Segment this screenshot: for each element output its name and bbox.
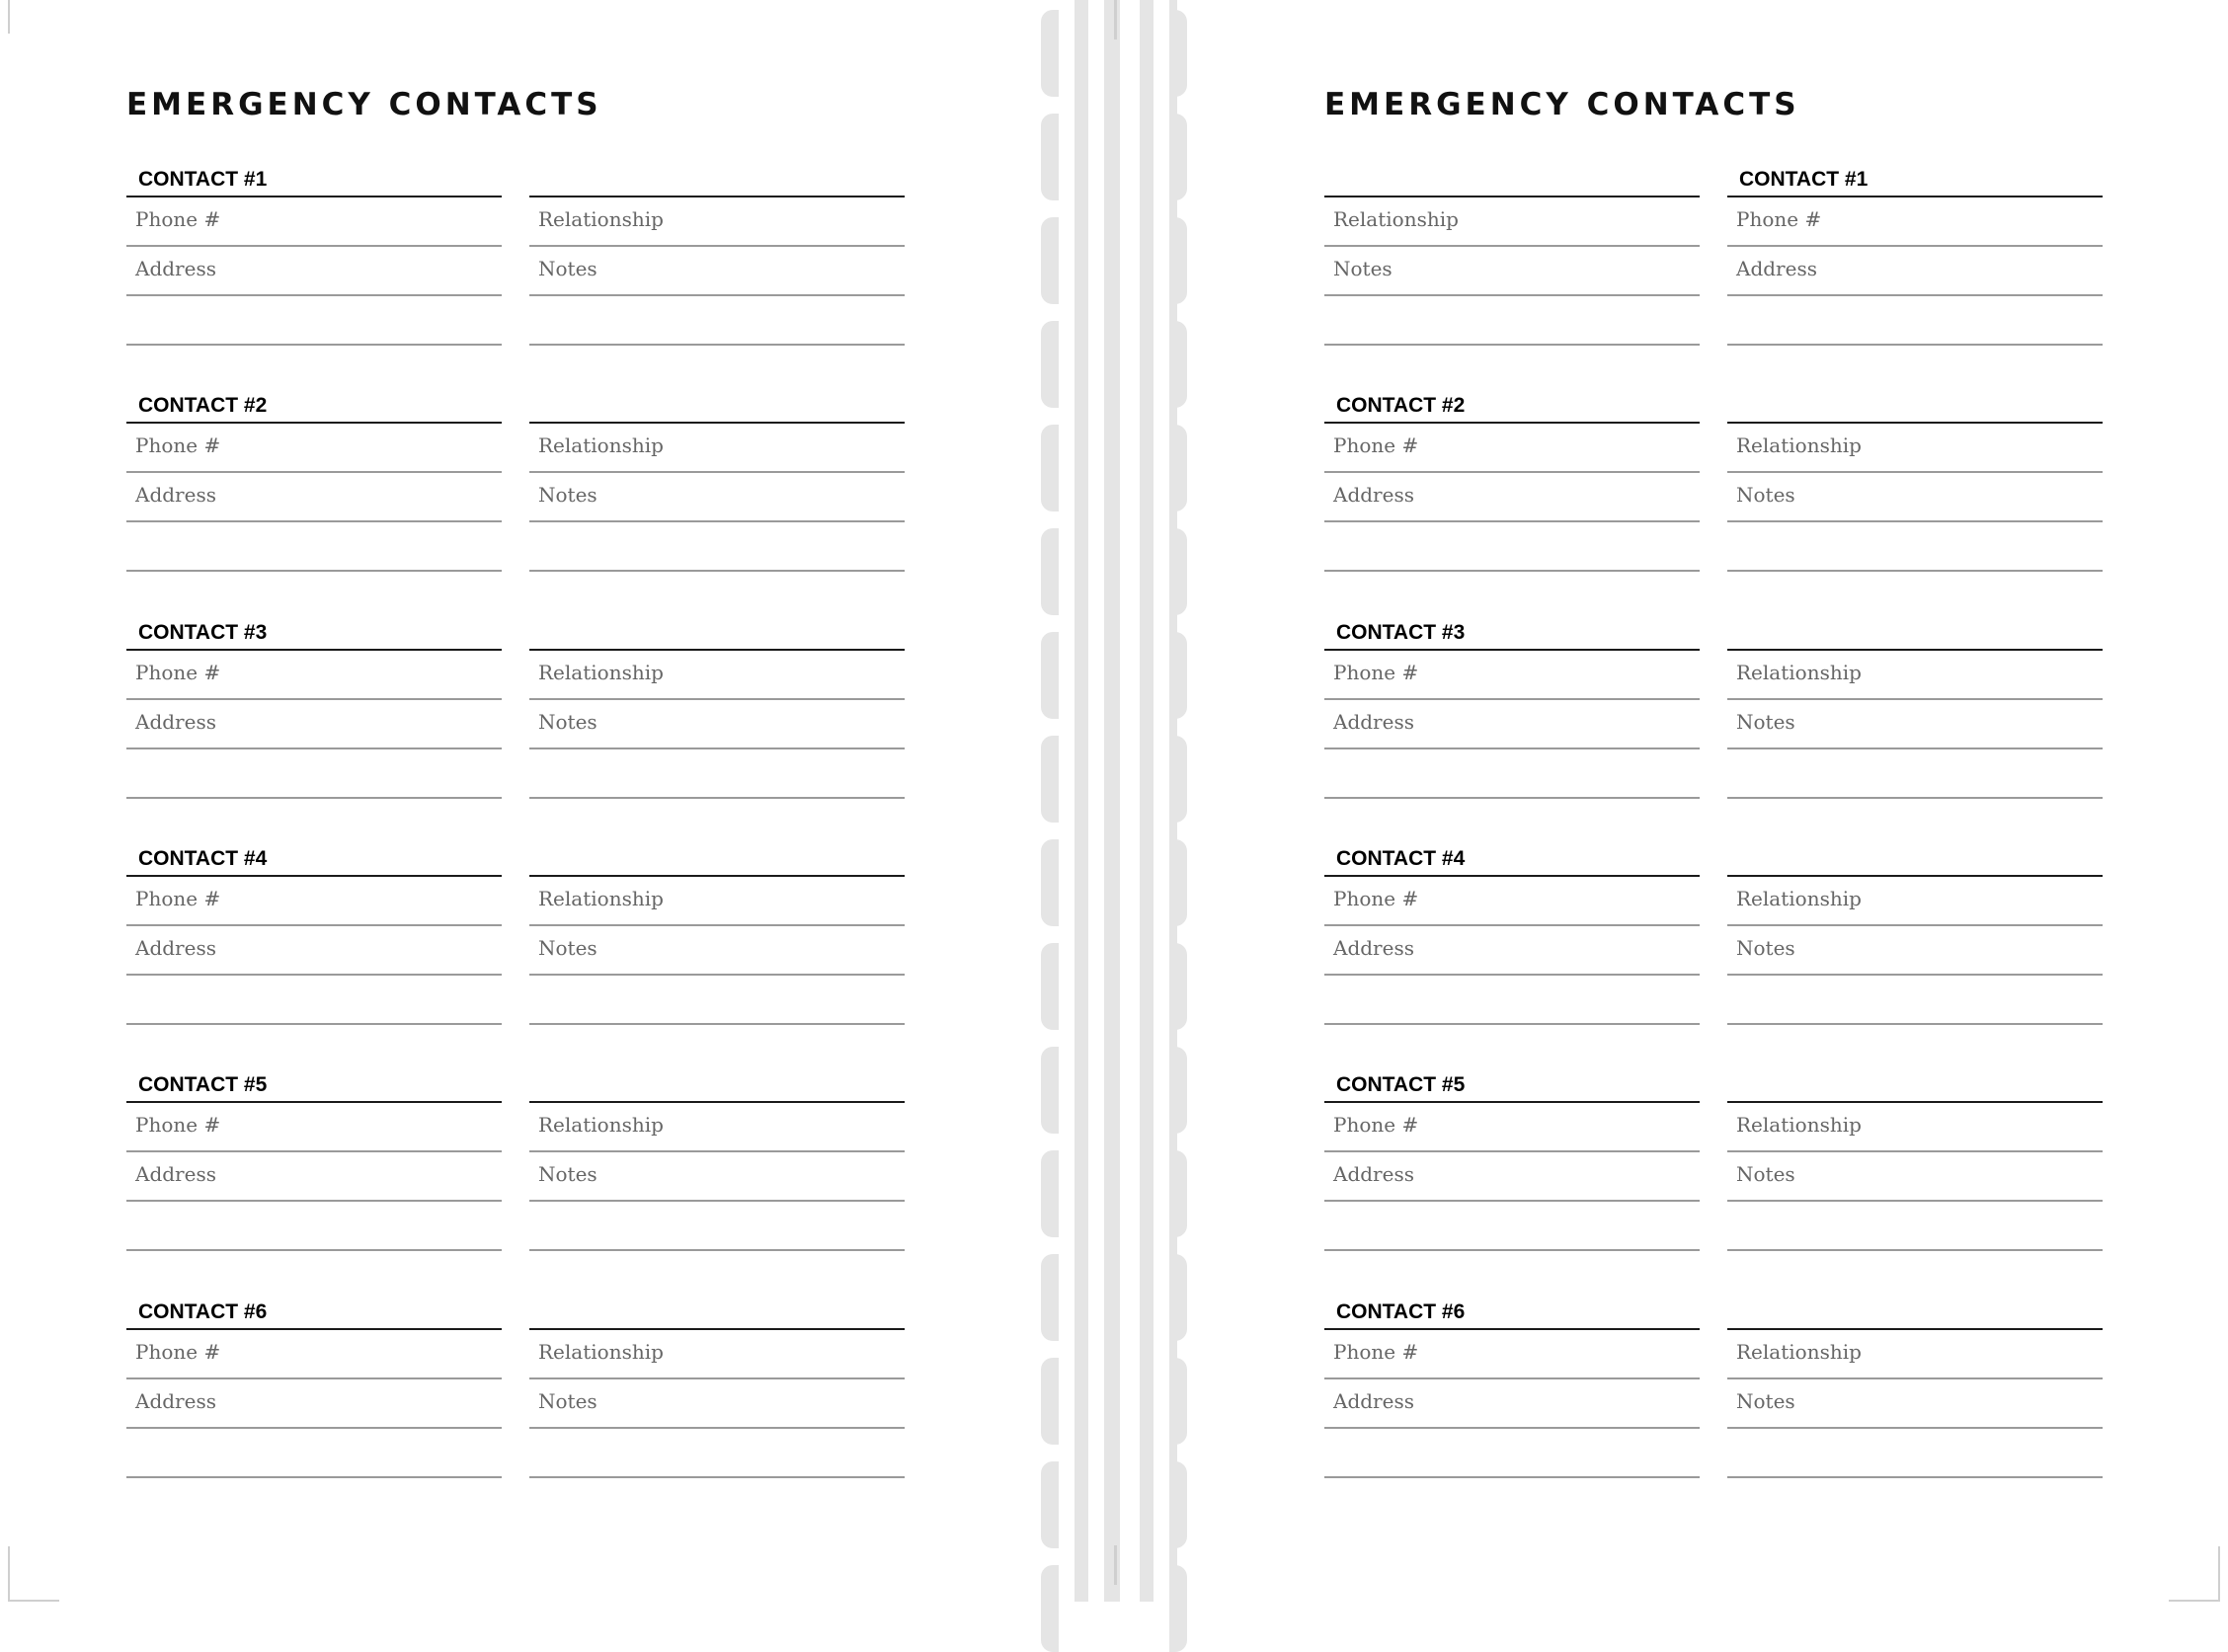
spine-tab — [1041, 1254, 1059, 1341]
field-rule — [126, 1427, 502, 1429]
relationship-field[interactable]: Relationship — [1736, 887, 1862, 910]
field-rule — [1324, 747, 1700, 749]
binding-spine — [1039, 0, 1189, 1602]
spine-tick — [1114, 0, 1117, 39]
address-field[interactable]: Address — [135, 1389, 216, 1413]
field-rule — [1324, 294, 1700, 296]
field-rule — [126, 471, 502, 473]
field-rule — [1324, 1023, 1700, 1025]
phone-field[interactable]: Phone # — [135, 1113, 221, 1137]
field-rule — [1324, 1377, 1700, 1379]
relationship-field[interactable]: Relationship — [538, 1340, 664, 1364]
page-title: EMERGENCY CONTACTS — [1324, 87, 1800, 122]
field-rule — [1324, 1427, 1700, 1429]
contact-heading: CONTACT #4 — [138, 847, 268, 870]
field-rule — [126, 520, 502, 522]
contact-block — [0, 1032, 1039, 1259]
field-rule — [1324, 344, 1700, 346]
phone-field[interactable]: Phone # — [1333, 661, 1419, 684]
spine-tab — [1169, 1461, 1187, 1548]
heading-rule — [529, 1328, 905, 1330]
address-field[interactable]: Address — [1333, 483, 1414, 507]
contact-col-left — [1324, 1259, 1700, 1486]
spine-tab — [1169, 736, 1187, 823]
field-rule — [126, 1476, 502, 1478]
heading-rule — [1727, 1101, 2103, 1103]
field-rule — [529, 1200, 905, 1202]
heading-rule — [1324, 422, 1700, 424]
relationship-field[interactable]: Relationship — [538, 661, 664, 684]
right-page — [1189, 0, 2228, 1602]
spine-tab — [1041, 528, 1059, 615]
field-rule — [529, 974, 905, 976]
contact-block — [1189, 126, 2228, 354]
notes-field[interactable]: Notes — [1333, 257, 1392, 280]
field-rule — [1324, 924, 1700, 926]
heading-rule — [1324, 1328, 1700, 1330]
contact-col-right — [1727, 126, 2103, 354]
heading-rule — [126, 649, 502, 651]
field-rule — [1324, 570, 1700, 572]
phone-field[interactable]: Phone # — [135, 1340, 221, 1364]
field-rule — [126, 797, 502, 799]
spine-tab — [1169, 1358, 1187, 1445]
address-field[interactable]: Address — [135, 483, 216, 507]
notes-field[interactable]: Notes — [538, 936, 597, 960]
spine-tab — [1169, 10, 1187, 97]
contact-col-left — [126, 353, 502, 580]
contact-block — [0, 806, 1039, 1033]
field-rule — [529, 1476, 905, 1478]
field-rule — [529, 698, 905, 700]
field-rule — [529, 520, 905, 522]
spine-tick — [1114, 1545, 1117, 1585]
field-rule — [126, 245, 502, 247]
phone-field[interactable]: Phone # — [135, 433, 221, 457]
contact-block — [1189, 580, 2228, 807]
contact-heading: CONTACT #6 — [138, 1300, 268, 1323]
spine-tab — [1041, 839, 1059, 926]
field-rule — [1727, 1023, 2103, 1025]
relationship-field[interactable]: Relationship — [538, 207, 664, 231]
field-rule — [126, 747, 502, 749]
spine-tab — [1169, 1150, 1187, 1237]
field-rule — [529, 570, 905, 572]
heading-rule — [1727, 875, 2103, 877]
heading-rule — [1727, 422, 2103, 424]
field-rule — [1727, 1427, 2103, 1429]
spine-tab — [1169, 528, 1187, 615]
spine-tab — [1041, 1461, 1059, 1548]
field-rule — [1727, 570, 2103, 572]
field-rule — [1727, 520, 2103, 522]
spine-tab — [1169, 1047, 1187, 1134]
spine-tab — [1041, 114, 1059, 200]
address-field[interactable]: Address — [1333, 936, 1414, 960]
field-rule — [1324, 1249, 1700, 1251]
field-rule — [529, 797, 905, 799]
contact-col-right — [1727, 1032, 2103, 1259]
contact-col-left — [126, 806, 502, 1033]
spine-tab — [1169, 839, 1187, 926]
field-rule — [1324, 520, 1700, 522]
field-rule — [126, 1377, 502, 1379]
contact-heading: CONTACT #2 — [138, 394, 268, 417]
relationship-field[interactable]: Relationship — [1736, 1340, 1862, 1364]
contact-col-left — [126, 1259, 502, 1486]
spine-tab — [1041, 736, 1059, 823]
field-rule — [1727, 471, 2103, 473]
field-rule — [1727, 797, 2103, 799]
phone-field[interactable]: Phone # — [1333, 1340, 1419, 1364]
spine-tab — [1169, 425, 1187, 511]
contact-heading: CONTACT #3 — [138, 621, 268, 644]
field-rule — [529, 344, 905, 346]
phone-field[interactable]: Phone # — [1333, 887, 1419, 910]
notes-field[interactable]: Notes — [1736, 936, 1795, 960]
heading-rule — [1324, 196, 1700, 197]
field-rule — [529, 747, 905, 749]
heading-rule — [529, 422, 905, 424]
field-rule — [1727, 924, 2103, 926]
notes-field[interactable]: Notes — [538, 710, 597, 734]
spine-tab — [1041, 1565, 1059, 1652]
heading-rule — [126, 196, 502, 197]
address-field[interactable]: Address — [135, 710, 216, 734]
spine-tab — [1169, 114, 1187, 200]
field-rule — [529, 1377, 905, 1379]
field-rule — [529, 245, 905, 247]
field-rule — [1324, 1476, 1700, 1478]
spine-tab — [1041, 425, 1059, 511]
phone-field[interactable]: Phone # — [1736, 207, 1822, 231]
phone-field[interactable]: Phone # — [135, 887, 221, 910]
heading-rule — [126, 1101, 502, 1103]
contact-col-left — [1324, 806, 1700, 1033]
heading-rule — [126, 422, 502, 424]
phone-field[interactable]: Phone # — [135, 207, 221, 231]
relationship-field[interactable]: Relationship — [1736, 661, 1862, 684]
contact-col-left — [1324, 1032, 1700, 1259]
spine-tab — [1041, 321, 1059, 408]
heading-rule — [1324, 1101, 1700, 1103]
relationship-field[interactable]: Relationship — [1333, 207, 1459, 231]
field-rule — [1727, 1150, 2103, 1152]
field-rule — [126, 698, 502, 700]
contact-heading: CONTACT #1 — [138, 168, 268, 191]
field-rule — [529, 294, 905, 296]
contact-block — [1189, 1032, 2228, 1259]
notes-field[interactable]: Notes — [1736, 1389, 1795, 1413]
field-rule — [1727, 344, 2103, 346]
spine-tab — [1169, 943, 1187, 1030]
notes-field[interactable]: Notes — [1736, 483, 1795, 507]
heading-rule — [529, 1101, 905, 1103]
spine-tab — [1041, 1150, 1059, 1237]
field-rule — [1324, 1150, 1700, 1152]
contact-col-right — [1727, 806, 2103, 1033]
address-field[interactable]: Address — [135, 257, 216, 280]
spine-tab — [1041, 632, 1059, 719]
field-rule — [1727, 974, 2103, 976]
contact-col-right — [529, 1032, 905, 1259]
contact-col-right — [529, 126, 905, 354]
field-rule — [529, 1023, 905, 1025]
spine-stripe — [1140, 0, 1154, 1602]
contact-heading: CONTACT #5 — [138, 1073, 268, 1096]
spine-tab — [1041, 1047, 1059, 1134]
field-rule — [529, 1427, 905, 1429]
field-rule — [126, 974, 502, 976]
contact-heading: CONTACT #6 — [1336, 1300, 1466, 1323]
notes-field[interactable]: Notes — [1736, 1162, 1795, 1186]
heading-rule — [126, 875, 502, 877]
field-rule — [1727, 1200, 2103, 1202]
spine-tab — [1169, 217, 1187, 304]
field-rule — [1727, 1476, 2103, 1478]
contact-block — [0, 1259, 1039, 1486]
field-rule — [126, 1249, 502, 1251]
contact-heading: CONTACT #4 — [1336, 847, 1466, 870]
contact-heading: CONTACT #5 — [1336, 1073, 1466, 1096]
contact-heading: CONTACT #1 — [1739, 168, 1869, 191]
contact-col-right — [529, 353, 905, 580]
field-rule — [1727, 698, 2103, 700]
notes-field[interactable]: Notes — [538, 257, 597, 280]
contact-col-left — [126, 1032, 502, 1259]
notes-field[interactable]: Notes — [538, 1389, 597, 1413]
field-rule — [1727, 1249, 2103, 1251]
spine-tab — [1041, 943, 1059, 1030]
phone-field[interactable]: Phone # — [135, 661, 221, 684]
field-rule — [1324, 245, 1700, 247]
field-rule — [126, 924, 502, 926]
notes-field[interactable]: Notes — [538, 483, 597, 507]
field-rule — [126, 1150, 502, 1152]
heading-rule — [1727, 649, 2103, 651]
corner-mark — [8, 1546, 10, 1602]
field-rule — [1324, 797, 1700, 799]
field-rule — [1727, 294, 2103, 296]
heading-rule — [126, 1328, 502, 1330]
spine-tab — [1041, 10, 1059, 97]
heading-rule — [1727, 1328, 2103, 1330]
notes-field[interactable]: Notes — [1736, 710, 1795, 734]
relationship-field[interactable]: Relationship — [1736, 433, 1862, 457]
address-field[interactable]: Address — [1333, 1389, 1414, 1413]
contact-col-left — [126, 126, 502, 354]
contact-block — [1189, 1259, 2228, 1486]
notes-field[interactable]: Notes — [538, 1162, 597, 1186]
corner-mark — [2218, 1546, 2220, 1602]
heading-rule — [529, 649, 905, 651]
contact-block — [1189, 353, 2228, 580]
heading-rule — [1727, 196, 2103, 197]
heading-rule — [1324, 649, 1700, 651]
field-rule — [1727, 747, 2103, 749]
field-rule — [126, 570, 502, 572]
field-rule — [1324, 698, 1700, 700]
field-rule — [126, 1023, 502, 1025]
field-rule — [529, 471, 905, 473]
corner-mark — [8, 0, 10, 34]
address-field[interactable]: Address — [1333, 710, 1414, 734]
address-field[interactable]: Address — [1333, 1162, 1414, 1186]
contact-block — [1189, 806, 2228, 1033]
left-page — [0, 0, 1039, 1602]
contact-col-right — [529, 806, 905, 1033]
contact-block — [0, 126, 1039, 354]
field-rule — [1727, 1377, 2103, 1379]
heading-rule — [1324, 875, 1700, 877]
relationship-field[interactable]: Relationship — [538, 887, 664, 910]
spine-stripe — [1104, 0, 1120, 1602]
heading-rule — [529, 196, 905, 197]
contact-col-right — [1727, 353, 2103, 580]
contact-col-left — [1324, 126, 1700, 354]
field-rule — [126, 294, 502, 296]
relationship-field[interactable]: Relationship — [538, 1113, 664, 1137]
relationship-field[interactable]: Relationship — [1736, 1113, 1862, 1137]
field-rule — [126, 1200, 502, 1202]
spine-tab — [1041, 1358, 1059, 1445]
address-field[interactable]: Address — [135, 1162, 216, 1186]
spine-tab — [1041, 217, 1059, 304]
contact-col-right — [529, 580, 905, 807]
spine-stripe — [1074, 0, 1088, 1602]
field-rule — [529, 1150, 905, 1152]
contact-heading: CONTACT #3 — [1336, 621, 1466, 644]
field-rule — [529, 924, 905, 926]
field-rule — [1324, 471, 1700, 473]
contact-col-right — [1727, 1259, 2103, 1486]
field-rule — [529, 1249, 905, 1251]
address-field[interactable]: Address — [135, 936, 216, 960]
contact-col-right — [1727, 580, 2103, 807]
phone-field[interactable]: Phone # — [1333, 1113, 1419, 1137]
contact-heading: CONTACT #2 — [1336, 394, 1466, 417]
contact-block — [0, 580, 1039, 807]
field-rule — [1324, 1200, 1700, 1202]
field-rule — [1727, 245, 2103, 247]
heading-rule — [529, 875, 905, 877]
field-rule — [126, 344, 502, 346]
contact-col-left — [1324, 353, 1700, 580]
page-title: EMERGENCY CONTACTS — [126, 87, 602, 122]
spine-tab — [1169, 1565, 1187, 1652]
relationship-field[interactable]: Relationship — [538, 433, 664, 457]
phone-field[interactable]: Phone # — [1333, 433, 1419, 457]
spine-tab — [1169, 1254, 1187, 1341]
contact-col-right — [529, 1259, 905, 1486]
spine-tab — [1169, 321, 1187, 408]
contact-col-left — [1324, 580, 1700, 807]
address-field[interactable]: Address — [1736, 257, 1817, 280]
field-rule — [1324, 974, 1700, 976]
contact-block — [0, 353, 1039, 580]
spine-tab — [1169, 632, 1187, 719]
contact-col-left — [126, 580, 502, 807]
